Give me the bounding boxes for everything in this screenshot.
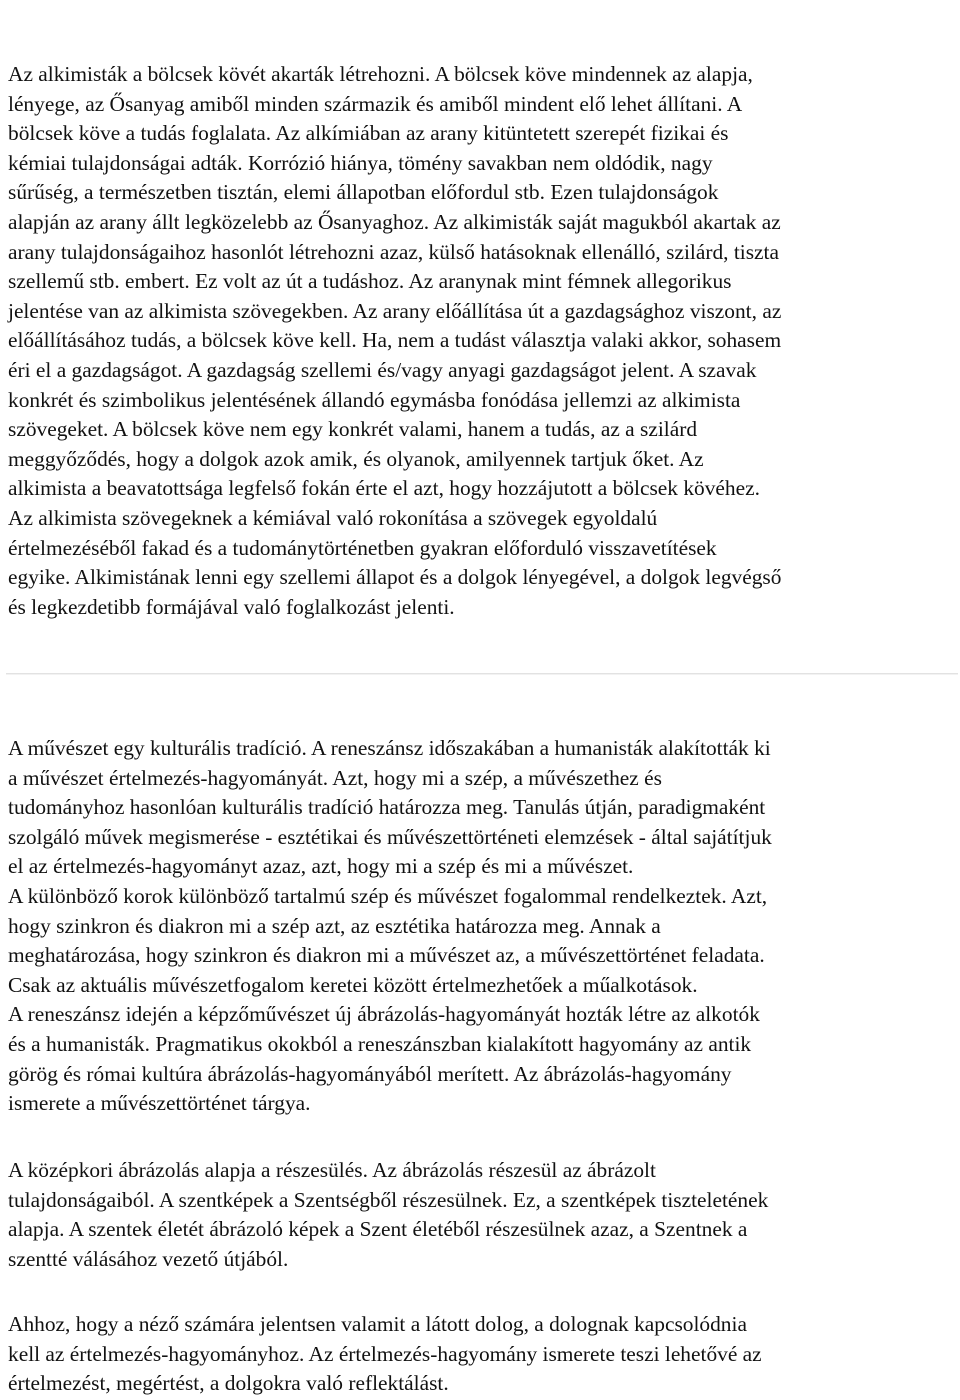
text-line: a művészet értelmezés-hagyományát. Azt, hogy mi a szép, a művészethez és	[8, 765, 662, 790]
paragraph-medieval-depiction	[8, 1156, 954, 1274]
text-line: el az értelmezés-hagyományt azaz, azt, hogy mi a szép és mi a művészet.	[8, 854, 634, 879]
text-line: Ahhoz, hogy a néző számára jelentsen valamit a látott dolog, a dolognak kapcsolódnia	[8, 1312, 747, 1336]
text-line: A középkori ábrázolás alapja a részesülés. Az ábrázolás részesül az ábrázolt	[8, 1158, 656, 1182]
paragraph-art-tradition	[8, 734, 954, 1119]
text-line: alapja. A szentek életét ábrázoló képek a Szent életéből részesülnek azaz, a Szentnek a	[8, 1217, 748, 1242]
text-line: Az alkimista szövegeknek a kémiával való rokonítása a szövegek egyoldalú	[8, 505, 658, 530]
text-line: sűrűség, a természetben tisztán, elemi állapotban előfordul stb. Ezen tulajdonságok	[8, 180, 719, 205]
text-line: hogy szinkron és diakron mi a szép azt, az esztétika határozza meg. Annak a	[8, 913, 661, 938]
text-line: és a humanisták. Pragmatikus okokból a reneszánszban kialakított hagyomány az antik	[8, 1031, 752, 1056]
text-line: Az alkimisták a bölcsek kövét akarták létrehozni. A bölcsek köve mindennek az alapja,	[8, 62, 753, 86]
text-line: alapján az arany állt legközelebb az Ősanyaghoz. Az alkimisták saját magukból akartak az	[8, 209, 781, 234]
text-line: kell az értelmezés-hagyományhoz. Az értelmezés-hagyomány ismerete teszi lehetővé az	[8, 1341, 762, 1366]
text-line: szövegeket. A bölcsek köve nem egy konkrét valami, hanem a tudás, az a szilárd	[8, 417, 698, 442]
paragraph-alchemy	[8, 60, 954, 622]
text-line: kémiai tulajdonságai adták. Korrózió hiánya, tömény savakban nem oldódik, nagy	[8, 150, 713, 175]
text-line: A művészet egy kulturális tradíció. A reneszánsz időszakában a humanisták alakították ki	[8, 736, 771, 760]
section-divider	[6, 673, 958, 675]
text-line: tudományhoz hasonlóan kulturális tradíció határozza meg. Tanulás útján, paradigmaként	[8, 795, 766, 820]
text-line: ismerete a művészettörténet tárgya.	[8, 1091, 311, 1116]
text-line: értelmezést, megértést, a dolgokra való reflektálást.	[8, 1371, 449, 1396]
text-line: értelmezéséből fakad és a tudománytörténetben gyakran előforduló visszavetítések	[8, 535, 717, 560]
text-line: konkrét és szimbolikus jelentésének állandó egymásba fonódása jellemzi az alkimista	[8, 387, 741, 412]
text-line: egyike. Alkimistának lenni egy szellemi állapot és a dolgok lényegével, a dolgok legvégső	[8, 565, 782, 590]
text-line: A különböző korok különböző tartalmú szép és művészet fogalommal rendelkeztek. Azt,	[8, 883, 768, 908]
text-line: arany tulajdonságaihoz hasonlót létrehozni azaz, külső hatásoknak ellenálló, szilárd, tiszta	[8, 239, 779, 264]
text-line: szellemű stb. embert. Ez volt az út a tudáshoz. Az aranynak mint fémnek allegorikus	[8, 269, 732, 294]
text-line: tulajdonságaiból. A szentképek a Szentségből részesülnek. Ez, a szentképek tiszteletének	[8, 1187, 769, 1212]
text-line: meggyőződés, hogy a dolgok azok amik, és olyanok, amilyennek tartjuk őket. Az	[8, 446, 704, 471]
text-line: éri el a gazdagságot. A gazdagság szellemi és/vagy anyagi gazdagságot jelent. A szavak	[8, 357, 757, 382]
text-line: Csak az aktuális művészetfogalom keretei között értelmezhetőek a műalkotások.	[8, 972, 698, 997]
text-line: jelentése van az alkimista szövegekben. Az arany előállítása út a gazdagsághoz viszont, az	[8, 298, 782, 323]
text-line: meghatározása, hogy szinkron és diakron mi a művészet az, a művészettörténet feladata.	[8, 943, 765, 968]
text-line: előállításához tudás, a bölcsek köve kell. Ha, nem a tudást választja valaki akkor, sohasem	[8, 328, 782, 353]
text-line: görög és római kultúra ábrázolás-hagyományából merített. Az ábrázolás-hagyomány	[8, 1061, 732, 1086]
paragraph-interpretation	[8, 1310, 954, 1399]
text-line: bölcsek köve a tudás foglalata. Az alkímiában az arany kitüntetett szerepét fizikai és	[8, 121, 729, 146]
text-line: szolgáló művek megismerése - esztétikai és művészettörténeti elemzések - által sajátítjuk	[8, 824, 772, 849]
text-line: alkimista a beavatottsága legfelső fokán érte el azt, hogy hozzájutott a bölcsek kövéhez.	[8, 476, 760, 501]
text-line: és legkezdetibb formájával való foglalkozást jelenti.	[8, 594, 455, 619]
text-line: szentté válásához vezető útjából.	[8, 1246, 289, 1271]
text-line: lényege, az Ősanyag amiből minden származik és amiből mindent elő lehet állítani. A	[8, 91, 743, 116]
text-line: A reneszánsz idején a képzőművészet új ábrázolás-hagyományát hozták létre az alkotók	[8, 1002, 760, 1027]
